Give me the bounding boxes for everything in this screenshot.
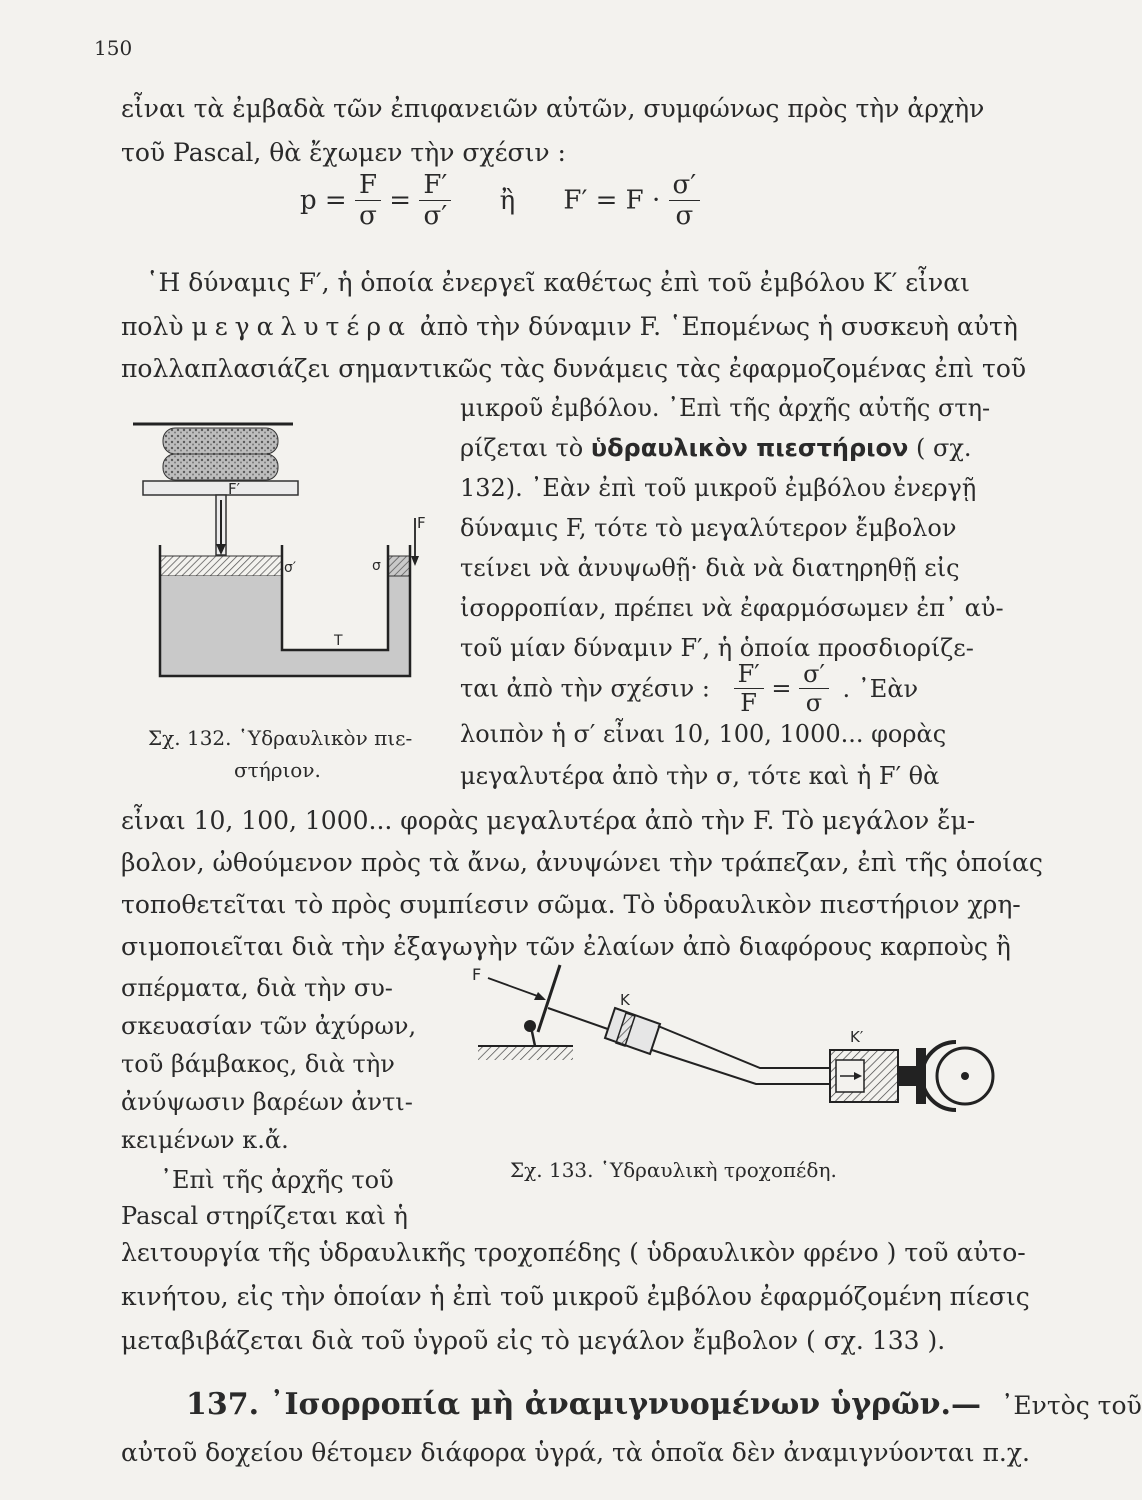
para2-line1: ῾Η δύναμις F′, ἡ ὁποία ἐνεργεῖ καθέτως ἐπὶ τοῦ ἐμβόλου K′ εἶναι	[146, 268, 970, 297]
term-hydraulic-press: ὑδραυλικὸν πιεστήριον	[590, 434, 909, 462]
brake-line	[652, 1026, 830, 1084]
label-Kprime: K′	[850, 1028, 864, 1046]
force-arrow-F	[488, 978, 543, 998]
equation-pressure	[300, 170, 700, 231]
right-col-line1: μικροῦ ἐμβόλου. ᾿Επὶ τῆς ἀρχῆς αὐτῆς στη-	[460, 394, 991, 422]
figure-132-hydraulic-press	[128, 410, 438, 695]
left-col-line3: τοῦ βάμβακος, διὰ τὴν	[121, 1050, 395, 1078]
figure-132-caption-line2: στήριον.	[234, 758, 321, 782]
right-col-line5: τείνει νὰ ἀνυψωθῇ· διὰ νὰ διατηρηθῇ εἰς	[460, 554, 960, 582]
label-T: T	[334, 633, 343, 649]
left-col-line6: ᾿Επὶ τῆς ἀρχῆς τοῦ	[160, 1166, 394, 1194]
frac-den: F	[740, 689, 757, 717]
figure-133-hydraulic-brake	[460, 950, 1020, 1140]
section-137-line2: αὐτοῦ δοχείου θέτομεν διάφορα ὑγρά, τὰ ὁποῖα δὲν ἀναμιγνύονται π.χ.	[121, 1438, 1030, 1467]
section-137-text: ᾿Εντὸς τοῦ	[1000, 1391, 1142, 1420]
para1-line2: τοῦ Pascal, θὰ ἔχωμεν τὴν σχέσιν :	[121, 138, 566, 167]
right-col-line10: μεγαλυτέρα ἀπὸ τὴν σ, τότε καὶ ἡ F′ θὰ	[460, 762, 940, 790]
pedal-pivot-dot	[524, 1020, 536, 1032]
section-137-heading-line	[186, 1387, 1142, 1422]
left-col-line2: σκευασίαν τῶν ἀχύρων,	[121, 1012, 417, 1040]
small-piston	[388, 556, 410, 576]
eq-equals: =	[771, 674, 792, 703]
right-col-text: . ᾿Εὰν	[842, 674, 919, 703]
para1-line1: εἶναι τὰ ἐμβαδὰ τῶν ἐπιφανειῶν αὐτῶν, συμφώνως πρὸς τὴν ἀρχὴν	[121, 94, 985, 123]
fraction-Fprime-F	[734, 660, 764, 717]
label-Fprime: F′	[228, 480, 241, 498]
right-col-text: ται ἀπὸ τὴν σχέσιν :	[460, 674, 710, 703]
eq-lhs: p =	[300, 185, 347, 216]
para3-line2: βολον, ὠθούμενον πρὸς τὰ ἄνω, ἀνυψώνει τὴν τράπεζαν, ἐπὶ τῆς ὁποίας	[121, 848, 1043, 877]
section-137-heading: 137. ᾿Ισορροπία μὴ ἀναμιγνυομένων ὑγρῶν.—	[186, 1387, 981, 1422]
para2-text: ἀπὸ τὴν δύναμιν F. ῾Επομένως ἡ συσκευὴ αὐτὴ	[419, 312, 1018, 341]
right-col-line9: λοιπὸν ἡ σ′ εἶναι 10, 100, 1000... φορὰς	[460, 720, 947, 748]
frac-num: F′	[734, 660, 764, 689]
left-col-line1: σπέρματα, διὰ τὴν συ-	[121, 974, 393, 1002]
right-col-line7: τοῦ μίαν δύναμιν F′, ἡ ὁποία προσδιορίζε-	[460, 634, 974, 662]
frac-num: σ′	[669, 170, 701, 201]
frac-num: F′	[419, 170, 451, 201]
left-col-line4: ἀνύψωσιν βαρέων ἀντι-	[121, 1088, 413, 1116]
eq-or: ἢ	[499, 185, 516, 216]
fraction-sigmaprime-sigma	[799, 660, 829, 717]
right-col-line2	[460, 436, 972, 460]
page-number: 150	[94, 36, 133, 60]
frac-den: σ	[359, 201, 377, 231]
liquid-large-cylinder	[160, 576, 282, 676]
compressed-material	[163, 454, 278, 480]
figure-132-caption-line1: Σχ. 132. ῾Υδραυλικὸν πιε-	[148, 726, 413, 750]
press-table	[143, 481, 298, 495]
frac-den: σ	[805, 689, 823, 717]
frac-num: F	[355, 170, 381, 201]
figure-133-caption: Σχ. 133. ῾Υδραυλικὴ τροχοπέδη.	[510, 1158, 837, 1182]
para2-text: πολὺ	[121, 312, 184, 341]
compressed-material	[163, 428, 278, 454]
left-col-line7: Pascal στηρίζεται καὶ ἡ	[121, 1202, 408, 1230]
wheel-axle	[961, 1072, 969, 1080]
ground	[478, 1046, 573, 1060]
fraction-Fprime-sigmaprime	[419, 170, 451, 231]
right-col-line3: 132). ᾿Εὰν ἐπὶ τοῦ μικροῦ ἐμβόλου ἐνεργῇ	[460, 474, 977, 502]
label-sigma-prime: σ′	[284, 560, 297, 576]
label-F: F	[417, 514, 426, 532]
right-col-line6: ἰσορροπίαν, πρέπει νὰ ἐφαρμόσωμεν ἐπ᾿ αὐ-	[460, 594, 1004, 622]
right-col-text: ρίζεται τὸ	[460, 434, 584, 462]
frac-den: σ′	[423, 201, 448, 231]
label-K: K	[620, 991, 630, 1009]
para4-line3: μεταβιβάζεται διὰ τοῦ ὑγροῦ εἰς τὸ μεγάλον ἔμβολον ( σχ. 133 ).	[121, 1326, 946, 1355]
label-F: F	[472, 965, 482, 984]
left-col-line5: κειμένων κ.ἄ.	[121, 1126, 289, 1154]
right-col-text: ( σχ.	[916, 434, 972, 462]
frac-den: σ	[675, 201, 694, 231]
large-piston	[160, 556, 282, 576]
para2-line2	[121, 314, 1018, 339]
para2-line3: πολλαπλασιάζει σημαντικῶς τὰς δυνάμεις τὰς ἐφαρμοζομένας ἐπὶ τοῦ	[121, 354, 1027, 383]
fraction-F-sigma	[355, 170, 381, 231]
fraction-sigmaprime-sigma	[669, 170, 701, 231]
label-sigma: σ	[372, 558, 381, 574]
right-col-line8	[460, 660, 918, 717]
right-col-line4: δύναμις F, τότε τὸ μεγαλύτερον ἔμβολον	[460, 514, 957, 542]
eq-rhs: F′ = F ·	[563, 185, 661, 216]
frac-num: σ′	[799, 660, 829, 689]
para4-line1: λειτουργία τῆς ὑδραυλικῆς τροχοπέδης ( ὑδραυλικὸν φρένο ) τοῦ αὐτο-	[121, 1238, 1026, 1267]
para3-line4: σιμοποιεῖται διὰ τὴν ἐξαγωγὴν τῶν ἐλαίων ἀπὸ διαφόρους καρποὺς ἢ	[121, 932, 1011, 961]
para4-line2: κινήτου, εἰς τὴν ὁποίαν ἡ ἐπὶ τοῦ μικροῦ ἐμβόλου ἐφαρμόζομένη πίεσις	[121, 1282, 1030, 1311]
eq-equals: =	[389, 185, 412, 216]
emphasized-word: μεγαλυτέρα	[191, 312, 412, 341]
para3-line3: τοποθετεῖται τὸ πρὸς συμπίεσιν σῶμα. Τὸ ὑδραυλικὸν πιεστήριον χρη-	[121, 890, 1021, 919]
para3-line1: εἶναι 10, 100, 1000... φορὰς μεγαλυτέρα ἀπὸ τὴν F. Τὸ μεγάλον ἔμ-	[121, 806, 976, 835]
liquid-connecting-tube	[282, 650, 388, 676]
